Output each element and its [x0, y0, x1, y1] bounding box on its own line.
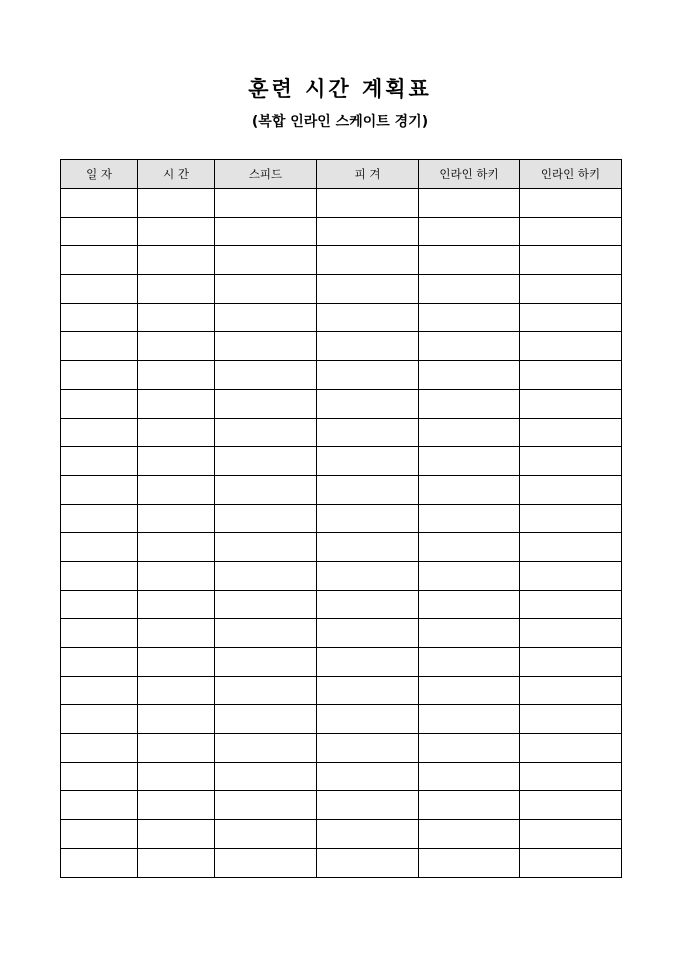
table-cell	[138, 217, 215, 246]
table-row	[61, 189, 622, 218]
table-cell	[419, 590, 520, 619]
table-cell	[215, 533, 317, 562]
table-cell	[317, 418, 419, 447]
column-header-time: 시 간	[138, 160, 215, 189]
table-row	[61, 676, 622, 705]
column-header-speed: 스피드	[215, 160, 317, 189]
table-cell	[419, 848, 520, 877]
table-cell	[138, 848, 215, 877]
table-cell	[317, 447, 419, 476]
table-cell	[419, 332, 520, 361]
table-cell	[317, 791, 419, 820]
table-cell	[138, 332, 215, 361]
table-cell	[520, 361, 622, 390]
table-cell	[138, 820, 215, 849]
table-cell	[138, 705, 215, 734]
table-cell	[61, 504, 138, 533]
table-cell	[215, 648, 317, 677]
table-cell	[61, 734, 138, 763]
table-cell	[215, 418, 317, 447]
table-cell	[419, 676, 520, 705]
table-cell	[61, 361, 138, 390]
table-cell	[419, 762, 520, 791]
table-cell	[317, 361, 419, 390]
table-cell	[419, 504, 520, 533]
table-row	[61, 619, 622, 648]
table-cell	[61, 303, 138, 332]
table-row	[61, 303, 622, 332]
table-cell	[61, 676, 138, 705]
table-cell	[520, 848, 622, 877]
table-cell	[520, 303, 622, 332]
table-cell	[419, 533, 520, 562]
table-cell	[61, 533, 138, 562]
table-cell	[520, 447, 622, 476]
table-cell	[317, 590, 419, 619]
table-row	[61, 791, 622, 820]
table-cell	[419, 303, 520, 332]
table-cell	[61, 447, 138, 476]
column-header-figure: 피 겨	[317, 160, 419, 189]
table-cell	[61, 820, 138, 849]
table-header-row	[61, 160, 622, 189]
table-cell	[419, 619, 520, 648]
page-subtitle: (복합 인라인 스케이트 경기)	[251, 114, 429, 130]
table-cell	[215, 791, 317, 820]
table-row	[61, 705, 622, 734]
table-cell	[138, 475, 215, 504]
table-cell	[215, 303, 317, 332]
table-cell	[419, 189, 520, 218]
table-cell	[61, 561, 138, 590]
table-cell	[520, 389, 622, 418]
table-cell	[419, 217, 520, 246]
table-cell	[317, 217, 419, 246]
table-cell	[61, 418, 138, 447]
column-header-date: 일 자	[61, 160, 138, 189]
table-cell	[520, 590, 622, 619]
table-cell	[215, 590, 317, 619]
table-cell	[317, 734, 419, 763]
table-cell	[138, 418, 215, 447]
table-cell	[520, 275, 622, 304]
table-cell	[520, 418, 622, 447]
table-cell	[138, 246, 215, 275]
table-cell	[215, 246, 317, 275]
table-cell	[419, 275, 520, 304]
table-cell	[138, 303, 215, 332]
table-cell	[138, 504, 215, 533]
table-cell	[215, 762, 317, 791]
table-cell	[520, 791, 622, 820]
table-cell	[419, 648, 520, 677]
table-row	[61, 533, 622, 562]
table-cell	[215, 561, 317, 590]
table-cell	[317, 389, 419, 418]
table-cell	[419, 361, 520, 390]
table-cell	[215, 361, 317, 390]
table-cell	[520, 619, 622, 648]
table-cell	[61, 217, 138, 246]
table-cell	[520, 189, 622, 218]
table-cell	[317, 705, 419, 734]
table-cell	[317, 848, 419, 877]
table-cell	[138, 762, 215, 791]
table-row	[61, 475, 622, 504]
table-cell	[520, 332, 622, 361]
table-cell	[215, 475, 317, 504]
table-cell	[138, 619, 215, 648]
table-cell	[215, 848, 317, 877]
table-row	[61, 361, 622, 390]
table-cell	[520, 648, 622, 677]
table-cell	[61, 848, 138, 877]
table-cell	[215, 332, 317, 361]
table-row	[61, 418, 622, 447]
table-cell	[61, 648, 138, 677]
table-cell	[215, 619, 317, 648]
table-cell	[317, 475, 419, 504]
table-row	[61, 848, 622, 877]
table-cell	[317, 189, 419, 218]
table-row	[61, 762, 622, 791]
table-cell	[61, 705, 138, 734]
table-cell	[419, 561, 520, 590]
table-row	[61, 275, 622, 304]
table-cell	[61, 762, 138, 791]
table-row	[61, 332, 622, 361]
table-cell	[61, 475, 138, 504]
table-cell	[215, 705, 317, 734]
table-cell	[419, 447, 520, 476]
table-row	[61, 648, 622, 677]
table-row	[61, 820, 622, 849]
table-cell	[317, 275, 419, 304]
table-cell	[419, 705, 520, 734]
table-cell	[138, 734, 215, 763]
table-cell	[215, 189, 317, 218]
table-cell	[138, 791, 215, 820]
table-cell	[61, 590, 138, 619]
table-cell	[317, 676, 419, 705]
table-cell	[138, 189, 215, 218]
table-cell	[520, 504, 622, 533]
table-cell	[317, 619, 419, 648]
table-cell	[215, 275, 317, 304]
table-body	[61, 189, 622, 878]
table-cell	[520, 561, 622, 590]
table-cell	[520, 820, 622, 849]
table-cell	[61, 619, 138, 648]
table-cell	[520, 217, 622, 246]
table-cell	[138, 361, 215, 390]
column-header-inline-hockey-2: 인라인 하키	[520, 160, 622, 189]
table-cell	[61, 189, 138, 218]
table-cell	[138, 533, 215, 562]
table-cell	[419, 246, 520, 275]
table-cell	[419, 791, 520, 820]
table-cell	[419, 418, 520, 447]
table-cell	[61, 246, 138, 275]
table-cell	[61, 275, 138, 304]
table-cell	[61, 791, 138, 820]
table-cell	[138, 447, 215, 476]
table-cell	[520, 246, 622, 275]
table-cell	[138, 590, 215, 619]
table-cell	[215, 217, 317, 246]
table-row	[61, 447, 622, 476]
table-cell	[61, 389, 138, 418]
table-cell	[317, 332, 419, 361]
table-cell	[317, 246, 419, 275]
table-cell	[317, 762, 419, 791]
table-row	[61, 561, 622, 590]
table-row	[61, 590, 622, 619]
table-cell	[61, 332, 138, 361]
table-row	[61, 389, 622, 418]
table-cell	[215, 676, 317, 705]
table-cell	[317, 648, 419, 677]
table-cell	[138, 676, 215, 705]
table-cell	[215, 447, 317, 476]
table-cell	[520, 676, 622, 705]
page-title: 훈련 시간 계획표	[248, 76, 432, 101]
table-cell	[520, 734, 622, 763]
table-cell	[138, 275, 215, 304]
table-row	[61, 217, 622, 246]
table-row	[61, 734, 622, 763]
table-cell	[317, 820, 419, 849]
table-cell	[215, 504, 317, 533]
table-cell	[215, 389, 317, 418]
table-cell	[419, 734, 520, 763]
table-row	[61, 504, 622, 533]
table-cell	[215, 734, 317, 763]
table-cell	[138, 561, 215, 590]
table-cell	[317, 504, 419, 533]
table-cell	[419, 389, 520, 418]
table-cell	[138, 648, 215, 677]
table-row	[61, 246, 622, 275]
table-cell	[138, 389, 215, 418]
table-cell	[520, 533, 622, 562]
table-cell	[419, 475, 520, 504]
training-schedule-table	[60, 159, 622, 878]
table-cell	[317, 533, 419, 562]
table-cell	[520, 475, 622, 504]
table-cell	[317, 561, 419, 590]
table-cell	[520, 762, 622, 791]
table-cell	[215, 820, 317, 849]
table-cell	[317, 303, 419, 332]
table-cell	[419, 820, 520, 849]
table-cell	[520, 705, 622, 734]
column-header-inline-hockey-1: 인라인 하키	[419, 160, 520, 189]
